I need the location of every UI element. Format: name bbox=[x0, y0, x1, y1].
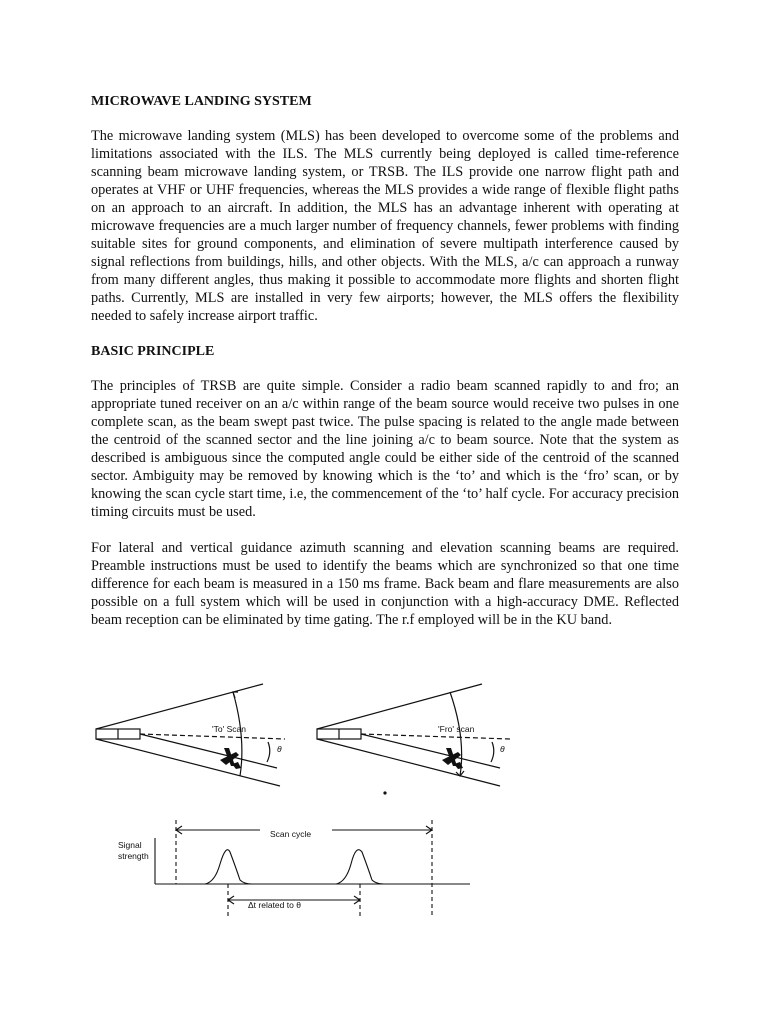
scan-centroid-right bbox=[361, 734, 510, 739]
fan-upper-edge-right bbox=[317, 684, 482, 729]
signal-label-line2: strength bbox=[118, 851, 149, 861]
theta-label-right: θ bbox=[500, 744, 505, 754]
signal-timing-diagram bbox=[155, 820, 470, 916]
scan-diagram-figure bbox=[80, 668, 540, 928]
signal-label-line1: Signal bbox=[118, 840, 142, 850]
fro-scan-diagram bbox=[317, 684, 510, 786]
theta-arc-right bbox=[491, 742, 494, 762]
theta-arc-left bbox=[267, 742, 270, 762]
to-scan-label: 'To' Scan bbox=[212, 724, 246, 734]
scan-diagram-svg bbox=[80, 668, 540, 928]
beam-line-left bbox=[140, 734, 277, 768]
paragraph-trsb-principle: The principles of TRSB are quite simple. Consider a radio beam scanned rapidly to and fro; an appropriate tuned receiver on an a/c within range of the beam source would receive two pulses in one complete scan, as the beam swept past twice. The pulse spacing is related to the angle made between the centroid of the scanned sector and the line joining a/c to beam source. Note that the system as described is ambiguous since the computed angle could be either side of the centroid of the scanned sector. Ambiguity may be removed by knowing which is the ‘to’ and which is the ‘fro’ scan, or by knowing the scan cycle start time, i.e, the commencement of the ‘to’ half cycle. For accuracy precision timing circuits must be used. bbox=[91, 378, 679, 520]
theta-label-left: θ bbox=[277, 744, 282, 754]
paragraph-guidance-beams: For lateral and vertical guidance azimuth scanning and elevation scanning beams are required. Preamble instructions must be used to identify the beams which are synchronized so that one time difference for each beam is measured in a 150 ms frame. Back beam and flare measurements are also possible on a full system which will be used in conjunction with a high-accuracy DME. Reflected beam reception can be eliminated by time gating. The r.f employed will be in the KU band. bbox=[91, 540, 679, 628]
beam-line-right bbox=[361, 734, 500, 768]
dot-mark bbox=[383, 791, 386, 794]
section-heading-mls: MICROWAVE LANDING SYSTEM bbox=[91, 94, 312, 109]
fro-scan-label: 'Fro' scan bbox=[438, 724, 475, 734]
section-heading-basic-principle: BASIC PRINCIPLE bbox=[91, 344, 215, 359]
to-scan-diagram bbox=[96, 684, 285, 786]
pulse-1 bbox=[205, 850, 252, 884]
fan-upper-edge-left bbox=[96, 684, 263, 729]
scan-centroid-left bbox=[140, 734, 285, 739]
pulse-2 bbox=[336, 850, 384, 884]
scan-cycle-label: Scan cycle bbox=[270, 829, 312, 839]
delta-t-label: Δt related to θ bbox=[248, 900, 301, 910]
paragraph-mls-intro: The microwave landing system (MLS) has been developed to overcome some of the problems and limitations associated with the ILS. The MLS currently being deployed is called time-reference scanning beam microwave landing system, or TRSB. The ILS provide one narrow flight path and operates at VHF or UHF frequencies, whereas the MLS provides a wide range of flexible flight paths on an approach to an aircraft. In addition, the MLS has an advantage inherent with operating at microwave frequencies are a much larger number of frequency channels, fewer problems with finding suitable sites for ground components, and elimination of severe multipath interference caused by signal reflections from buildings, hills, and other objects. With the MLS, a/c can approach a runway from many different angles, thus making it possible to accommodate more flights and shorten flight paths. Currently, MLS are installed in very few airports; however, the MLS offers the flexibility needed to safely increase airport traffic. bbox=[91, 128, 679, 324]
